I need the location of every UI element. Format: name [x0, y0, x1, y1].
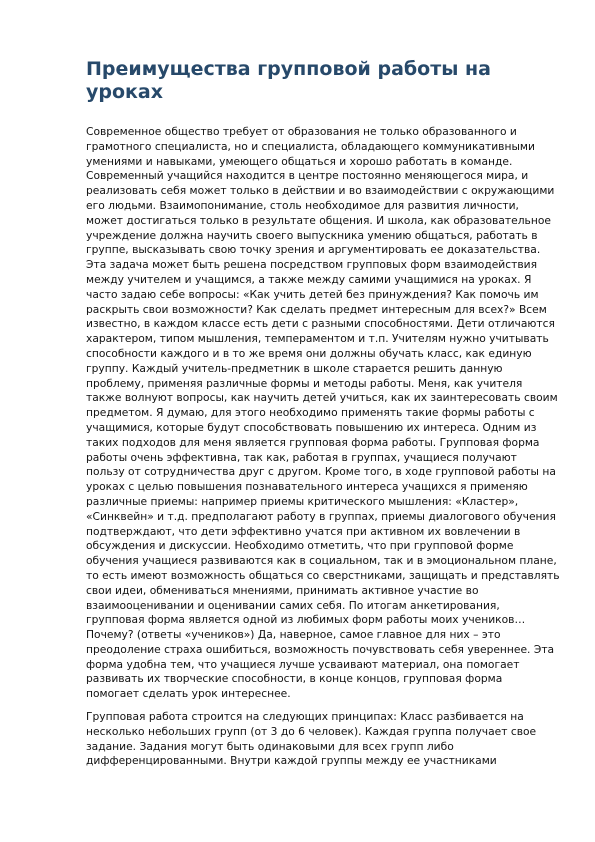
paragraph-line: проблему, применяя различные формы и методы работы. Меня, как учителя	[86, 376, 523, 390]
paragraph-line: несколько небольших групп (от 3 до 6 человек). Каждая группа получает свое	[86, 724, 537, 738]
paragraph-line: обучения учащиеся развиваются как в социальном, так и в эмоциональном плане,	[86, 554, 557, 568]
paragraph-line: его людьми. Взаимопонимание, столь необходимое для развития личности,	[86, 198, 519, 212]
paragraph-line: подтверждают, что дети эффективно учатся при активном их вовлечении в	[86, 524, 521, 538]
paragraph-line: учащимися, которые будут способствовать повышению их интереса. Одним из	[86, 420, 537, 434]
paragraph-line: грамотного специалиста, но и специалиста, обладающего коммуникативными	[86, 139, 535, 153]
paragraph-line: Современное общество требует от образования не только образованного и	[86, 125, 517, 138]
paragraph-line: форма удобна тем, что учащиеся лучше усваивают материал, она помогает	[86, 657, 520, 671]
paragraph-line: характером, типом мышления, темпераментом и т.п. Учителям нужно учитывать	[86, 332, 549, 346]
paragraph-line: обсуждения и дискуссии. Необходимо отметить, что при групповой форме	[86, 539, 514, 553]
paragraph-line: реализовать себя может только в действии и во взаимодействии с окружающими	[86, 184, 555, 198]
paragraph-line: также волнуют вопросы, как научить детей учиться, как их заинтересовать своим	[86, 391, 558, 405]
paragraph-line: групповая форма является одной из любимых форм работы моих учеников…	[86, 613, 526, 627]
paragraph-line: то есть имеют возможность общаться со сверстниками, защищать и представлять	[86, 568, 560, 582]
paragraph-line: пользу от сотрудничества друг с другом. Кроме того, в ходе групповой работы на	[86, 465, 556, 479]
paragraph-line: группу. Каждый учитель-предметник в школе старается решить данную	[86, 361, 503, 375]
paragraph-line: Эта задача может быть решена посредством групповых форм взаимодействия	[86, 258, 538, 272]
paragraph-line: Современный учащийся находится в центре постоянно меняющегося мира, и	[86, 169, 529, 183]
paragraph-line: умениями и навыками, умеющего общаться и хорошо работать в команде.	[86, 154, 513, 168]
title-line: Преимущества групповой работы на	[86, 58, 491, 80]
paragraph-line: способности каждого и в то же время они должны обучать класс, как единую	[86, 346, 532, 360]
paragraph-line: раскрыть свои возможности? Как сделать предмет интересным для всех?» Всем	[86, 302, 547, 316]
title-line: уроках	[86, 81, 164, 103]
paragraph-line: задание. Задания могут быть одинаковыми для всех групп либо	[86, 739, 454, 753]
paragraph-line: группе, высказывать свою точку зрения и аргументировать ее доказательства.	[86, 243, 541, 257]
body-paragraph	[86, 710, 537, 769]
paragraph-line: Почему? (ответы «учеников») Да, наверное, самое главное для них – это	[86, 628, 501, 642]
paragraph-line: помогает сделать урок интереснее.	[86, 687, 291, 701]
page-title	[86, 58, 526, 104]
paragraph-line: таких подходов для меня является групповая форма работы. Групповая форма	[86, 435, 540, 449]
paragraph-line: часто задаю себе вопросы: «Как учить детей без принуждения? Как помочь им	[86, 287, 539, 301]
paragraph-line: Групповая работа строится на следующих принципах: Класс разбивается на	[86, 710, 524, 724]
paragraph-line: «Синквейн» и т.д. предполагают работу в группах, приемы диалогового обучения	[86, 509, 556, 523]
paragraph-line: различные приемы: например приемы критического мышления: «Кластер»,	[86, 494, 519, 508]
paragraph-line: уроках с целью повышения познавательного интереса учащихся я применяю	[86, 480, 528, 494]
document-body	[86, 125, 560, 769]
paragraph-line: дифференцированными. Внутри каждой группы между ее участниками	[86, 754, 497, 768]
paragraph-line: между учителем и учащимся, а также между самими учащимися на уроках. Я	[86, 272, 532, 286]
paragraph-line: преодоление страха ошибиться, возможность почувствовать себя увереннее. Эта	[86, 642, 555, 656]
paragraph-line: предметом. Я думаю, для этого необходимо применять такие формы работы с	[86, 406, 535, 420]
paragraph-line: учреждение должна научить своего выпускника умению общаться, работать в	[86, 228, 538, 242]
paragraph-line: свои идеи, обмениваться мнениями, принимать активное участие во	[86, 583, 479, 597]
paragraph-line: известно, в каждом классе есть дети с разными способностями. Дети отличаются	[86, 317, 555, 331]
paragraph-line: развивать их творческие способности, в конце концов, групповая форма	[86, 672, 503, 686]
paragraph-line: взаимооценивании и оценивании самих себя. По итогам анкетирования,	[86, 598, 500, 612]
paragraph-line: может достигаться только в результате общения. И школа, как образовательное	[86, 213, 551, 227]
body-paragraph	[86, 125, 560, 702]
paragraph-line: работы очень эффективна, так как, работая в группах, учащиеся получают	[86, 450, 517, 464]
